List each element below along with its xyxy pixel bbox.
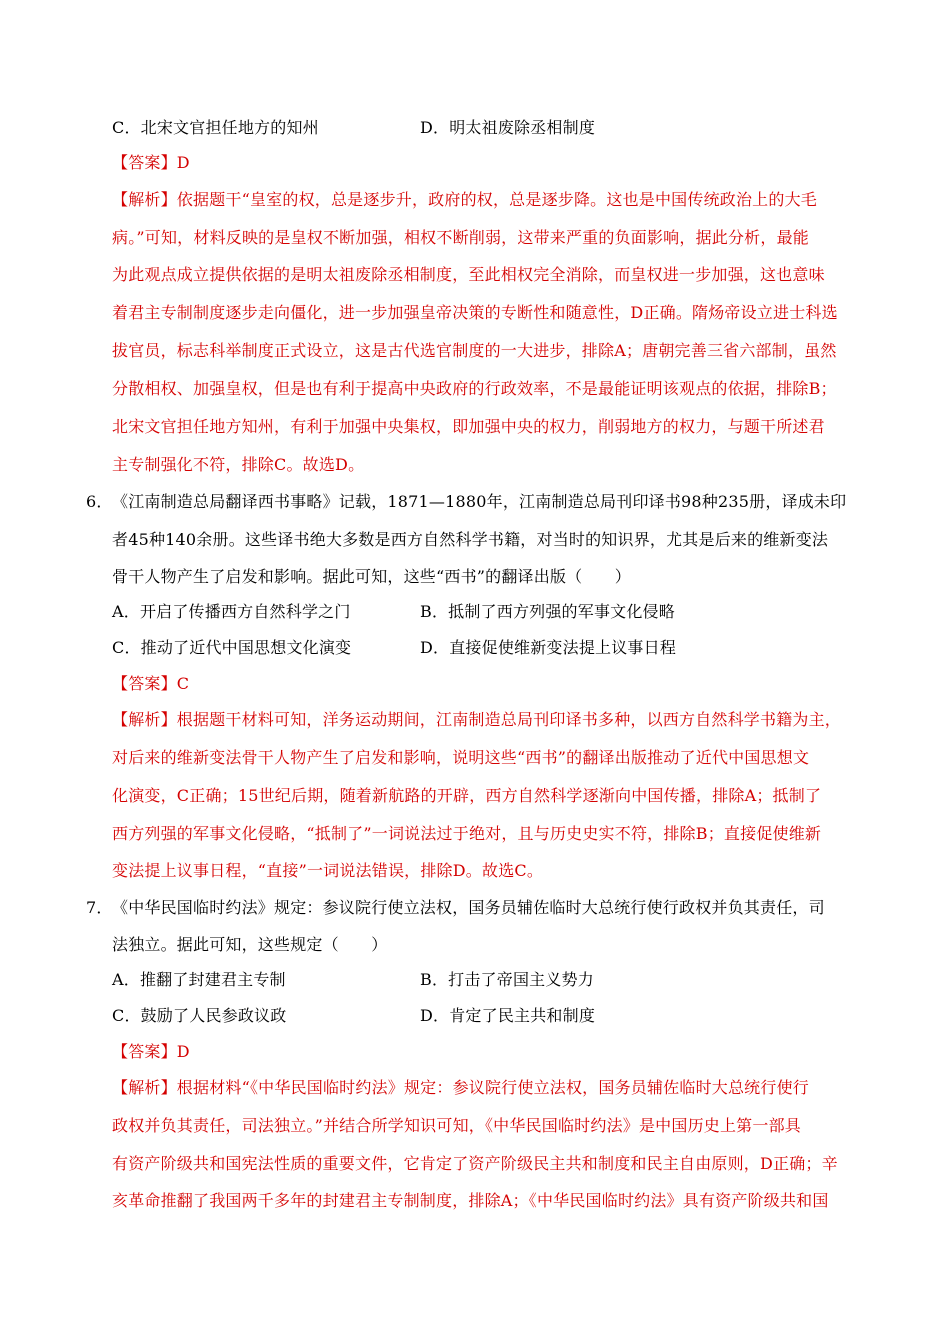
q5-analysis-line: 主专制强化不符，排除C。故选D。 — [112, 455, 365, 474]
q6-analysis-line: 西方列强的军事文化侵略，“抵制了”一词说法过于绝对，且与历史史实不符，排除B；直接促使维新 — [112, 824, 822, 843]
q5-answer: 【答案】D — [112, 153, 190, 172]
q6-stem-line: 《江南制造总局翻译西书事略》记载，1871—1880年，江南制造总局刊印译书98种235册，译成未印 — [112, 492, 847, 511]
q5-analysis-line: 【解析】依据题干“皇室的权，总是逐步升，政府的权，总是逐步降。这也是中国传统政治上的大毛 — [112, 190, 817, 209]
q6-analysis-line: 变法提上议事日程，“直接”一词说法错误，排除D。故选C。 — [112, 861, 544, 880]
q5-analysis-line: 着君主专制制度逐步走向僵化，进一步加强皇帝决策的专断性和随意性，D正确。隋炀帝设立进士科选 — [112, 303, 838, 322]
q6-option-d: D．直接促使维新变法提上议事日程 — [420, 638, 677, 657]
q5-analysis-line: 北宋文官担任地方知州，有利于加强中央集权，即加强中央的权力，削弱地方的权力，与题干所述君 — [112, 417, 825, 436]
q5-analysis-line: 病。”可知，材料反映的是皇权不断加强，相权不断削弱，这带来严重的负面影响，据此分析，最能 — [112, 228, 809, 247]
q7-analysis-line: 亥革命推翻了我国两千多年的封建君主专制制度，排除A；《中华民国临时约法》具有资产阶级共和国 — [112, 1191, 829, 1210]
q7-option-a: A．推翻了封建君主专制 — [112, 970, 286, 989]
q6-option-b: B．抵制了西方列强的军事文化侵略 — [420, 602, 675, 621]
q6-option-c: C．推动了近代中国思想文化演变 — [112, 638, 352, 657]
q5-option-d: D．明太祖废除丞相制度 — [420, 118, 596, 137]
q7-option-c: C．鼓励了人民参政议政 — [112, 1006, 287, 1025]
q7-option-b: B．打击了帝国主义势力 — [420, 970, 594, 989]
q7-stem-line: 《中华民国临时约法》规定：参议院行使立法权，国务员辅佐临时大总统行使行政权并负其责任，司 — [112, 898, 825, 917]
q7-analysis-line: 政权并负其责任，司法独立。”并结合所学知识可知，《中华民国临时约法》是中国历史上第一部具 — [112, 1116, 801, 1135]
q6-stem-line: 骨干人物产生了启发和影响。据此可知，这些“西书”的翻译出版（ ） — [112, 567, 631, 586]
q6-number: 6． — [86, 492, 113, 511]
q5-analysis-line: 为此观点成立提供依据的是明太祖废除丞相制度，至此相权完全消除，而皇权进一步加强，这也意味 — [112, 265, 825, 284]
q5-option-c: C．北宋文官担任地方的知州 — [112, 118, 319, 137]
q6-analysis-line: 化演变，C正确；15世纪后期，随着新航路的开辟，西方自然科学逐渐向中国传播，排除A；抵制了 — [112, 786, 822, 805]
q6-analysis-line: 对后来的维新变法骨干人物产生了启发和影响，说明这些“西书”的翻译出版推动了近代中国思想文 — [112, 748, 810, 767]
q5-analysis-line: 分散相权、加强皇权，但是也有利于提高中央政府的行政效率，不是最能证明该观点的依据，排除B； — [112, 379, 837, 398]
q7-analysis-line: 【解析】根据材料“《中华民国临时约法》规定：参议院行使立法权，国务员辅佐临时大总统行使行 — [112, 1078, 809, 1097]
q6-answer: 【答案】C — [112, 674, 190, 693]
q7-answer: 【答案】D — [112, 1042, 190, 1061]
q7-analysis-line: 有资产阶级共和国宪法性质的重要文件，它肯定了资产阶级民主共和制度和民主自由原则，D正确；辛 — [112, 1154, 838, 1173]
q7-stem-line: 法独立。据此可知，这些规定（ ） — [112, 935, 388, 954]
q6-analysis-line: 【解析】根据题干材料可知，洋务运动期间，江南制造总局刊印译书多种，以西方自然科学书籍为主， — [112, 710, 842, 729]
q6-stem-line: 者45种140余册。这些译书绝大多数是西方自然科学书籍，对当时的知识界，尤其是后来的维新变法 — [112, 530, 829, 549]
q7-option-d: D．肯定了民主共和制度 — [420, 1006, 596, 1025]
q6-option-a: A．开启了传播西方自然科学之门 — [112, 602, 351, 621]
q5-analysis-line: 拔官员，标志科举制度正式设立，这是古代选官制度的一大进步，排除A；唐朝完善三省六部制，虽然 — [112, 341, 837, 360]
q7-number: 7． — [86, 898, 113, 917]
